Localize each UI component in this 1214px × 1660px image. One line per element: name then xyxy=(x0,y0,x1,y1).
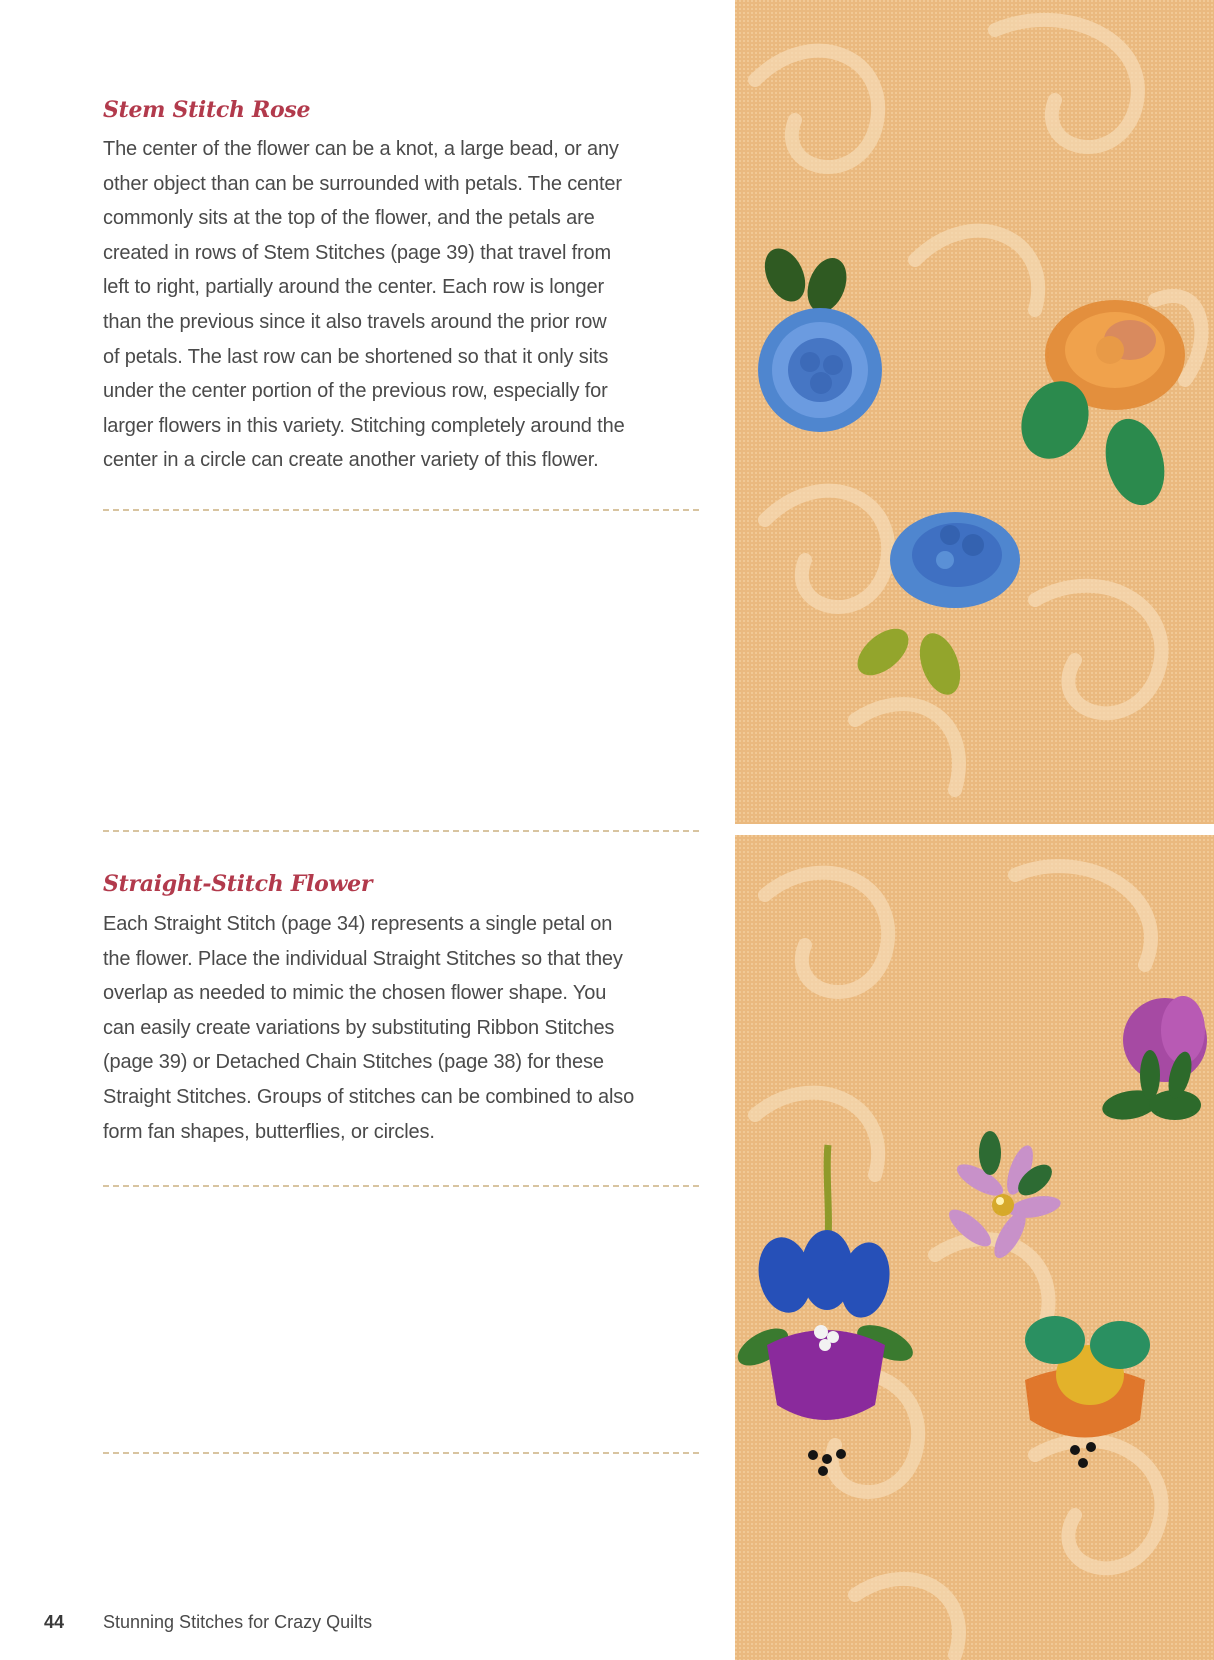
body-line: under the center portion of the previous row, especially for xyxy=(103,380,608,403)
body-line: can easily create variations by substituting Ribbon Stitches xyxy=(103,1016,615,1039)
body-line: Straight Stitches. Groups of stitches can be combined to also xyxy=(103,1085,635,1108)
dashed-divider xyxy=(103,509,699,511)
body-line: larger flowers in this variety. Stitching completely around the xyxy=(103,414,625,437)
page-number: 44 xyxy=(44,1612,65,1632)
body-line: of petals. The last row can be shortened so that it only sits xyxy=(103,345,609,368)
body-line: overlap as needed to mimic the chosen flower shape. You xyxy=(103,982,607,1005)
body-line: Each Straight Stitch (page 34) represents a single petal on xyxy=(103,913,613,935)
running-footer-title: Stunning Stitches for Crazy Quilts xyxy=(103,1612,373,1632)
body-line: other object than can be surrounded with petals. The center xyxy=(103,172,622,195)
body-line: The center of the flower can be a knot, a large bead, or any xyxy=(103,138,619,160)
body-line: (page 39) or Detached Chain Stitches (page 38) for these xyxy=(103,1051,604,1074)
body-line: commonly sits at the top of the flower, and the petals are xyxy=(103,207,595,230)
body-line: center in a circle can create another variety of this flower. xyxy=(103,449,599,472)
embroidery-image xyxy=(735,0,1214,824)
body-line: the flower. Place the individual Straight Stitches so that they xyxy=(103,947,623,970)
section-body-straight-stitch-flower xyxy=(103,907,703,1149)
dashed-divider xyxy=(103,830,699,832)
section-body-stem-stitch-rose xyxy=(103,132,703,478)
section-title-stem-stitch-rose: Stem Stitch Rose xyxy=(103,97,311,123)
photo-stem-stitch-roses xyxy=(735,0,1214,824)
dashed-divider xyxy=(103,1452,699,1454)
body-line: than the previous since it also travels around the prior row xyxy=(103,310,607,333)
photo-straight-stitch-flowers xyxy=(735,835,1214,1660)
body-line: created in rows of Stem Stitches (page 39) that travel from xyxy=(103,241,612,264)
embroidery-image xyxy=(735,835,1214,1660)
section-title-straight-stitch-flower: Straight-Stitch Flower xyxy=(103,871,373,897)
dashed-divider xyxy=(103,1185,699,1187)
body-line: form fan shapes, butterflies, or circles. xyxy=(103,1120,435,1143)
body-line: left to right, partially around the center. Each row is longer xyxy=(103,276,604,299)
